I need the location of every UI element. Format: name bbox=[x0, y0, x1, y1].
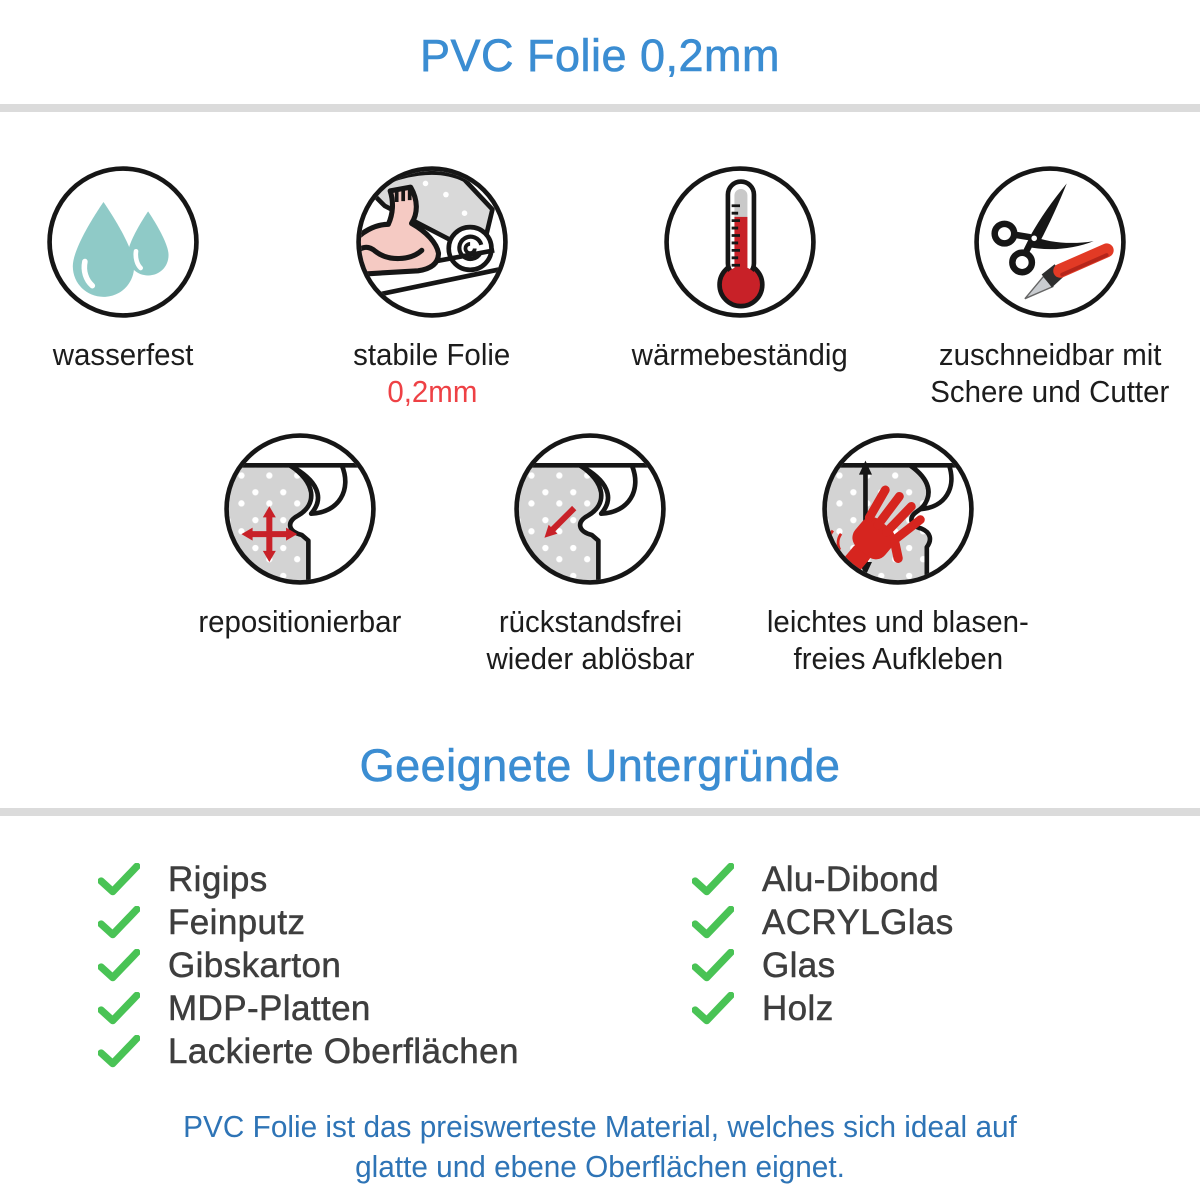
list-item-label: Holz bbox=[762, 988, 834, 1028]
feature-sublabel: 0,2mm bbox=[386, 374, 478, 409]
check-icon bbox=[98, 906, 140, 940]
check-icon bbox=[692, 949, 734, 983]
feature-zuschneidbar bbox=[890, 163, 1200, 410]
feature-blasenfrei bbox=[738, 430, 1058, 677]
check-icon bbox=[692, 863, 734, 897]
list-item-label: Alu-Dibond bbox=[762, 859, 940, 899]
feature-label: zuschneidbar mit bbox=[938, 337, 1162, 372]
list-item bbox=[98, 858, 519, 901]
list-item bbox=[692, 987, 954, 1030]
flexed-arm-foil-icon bbox=[353, 163, 511, 321]
feature-label: leichtes und blasen- bbox=[767, 604, 1029, 639]
list-item-label: Glas bbox=[762, 945, 836, 985]
list-item bbox=[692, 901, 954, 944]
check-icon bbox=[98, 949, 140, 983]
list-item-label: ACRYLGlas bbox=[762, 902, 954, 942]
list-item bbox=[98, 944, 519, 987]
peel-arrow-foil-icon bbox=[511, 430, 669, 588]
check-icon bbox=[692, 906, 734, 940]
check-icon bbox=[98, 1035, 140, 1069]
feature-label: repositionierbar bbox=[198, 604, 402, 639]
list-item bbox=[692, 944, 954, 987]
feature-wasserfest bbox=[0, 163, 283, 373]
feature-label: wasserfest bbox=[52, 337, 194, 372]
feature-label: wärmebeständig bbox=[631, 337, 849, 372]
page-title: PVC Folie 0,2mm bbox=[419, 30, 781, 81]
divider bbox=[0, 808, 1200, 816]
divider bbox=[0, 104, 1200, 112]
feature-label-line2: wieder ablösbar bbox=[486, 641, 694, 676]
move-arrows-foil-icon bbox=[221, 430, 379, 588]
feature-stabile-folie bbox=[272, 163, 592, 410]
thermometer-icon bbox=[661, 163, 819, 321]
check-icon bbox=[98, 863, 140, 897]
feature-label-line2: Schere und Cutter bbox=[930, 374, 1170, 409]
surfaces-column-left bbox=[98, 858, 519, 1073]
feature-repositionierbar bbox=[140, 430, 460, 640]
footer-line2: glatte und ebene Oberflächen eignet. bbox=[355, 1149, 845, 1184]
feature-label-line2: freies Aufkleben bbox=[793, 641, 1003, 676]
feature-label: stabile Folie bbox=[353, 337, 511, 372]
list-item-label: Lackierte Oberflächen bbox=[168, 1031, 519, 1071]
list-item bbox=[98, 987, 519, 1030]
list-item-label: Rigips bbox=[168, 859, 268, 899]
list-item bbox=[98, 1030, 519, 1073]
list-item-label: MDP-Platten bbox=[168, 988, 371, 1028]
check-icon bbox=[98, 992, 140, 1026]
feature-waermebestaendig bbox=[580, 163, 900, 373]
list-item-label: Feinputz bbox=[168, 902, 306, 942]
footer-note bbox=[24, 1107, 1176, 1187]
list-item-label: Gibskarton bbox=[168, 945, 342, 985]
footer-line1: PVC Folie ist das preiswerteste Material, welches sich ideal auf bbox=[183, 1109, 1017, 1144]
list-item bbox=[692, 858, 954, 901]
feature-rueckstandsfrei bbox=[430, 430, 750, 677]
hand-smoothing-foil-icon bbox=[819, 430, 977, 588]
check-icon bbox=[692, 992, 734, 1026]
scissors-cutter-icon bbox=[971, 163, 1129, 321]
surfaces-column-right bbox=[692, 858, 954, 1030]
feature-label: rückstandsfrei bbox=[498, 604, 682, 639]
surfaces-title: Geeignete Untergründe bbox=[359, 740, 841, 791]
list-item bbox=[98, 901, 519, 944]
water-drops-icon bbox=[44, 163, 202, 321]
